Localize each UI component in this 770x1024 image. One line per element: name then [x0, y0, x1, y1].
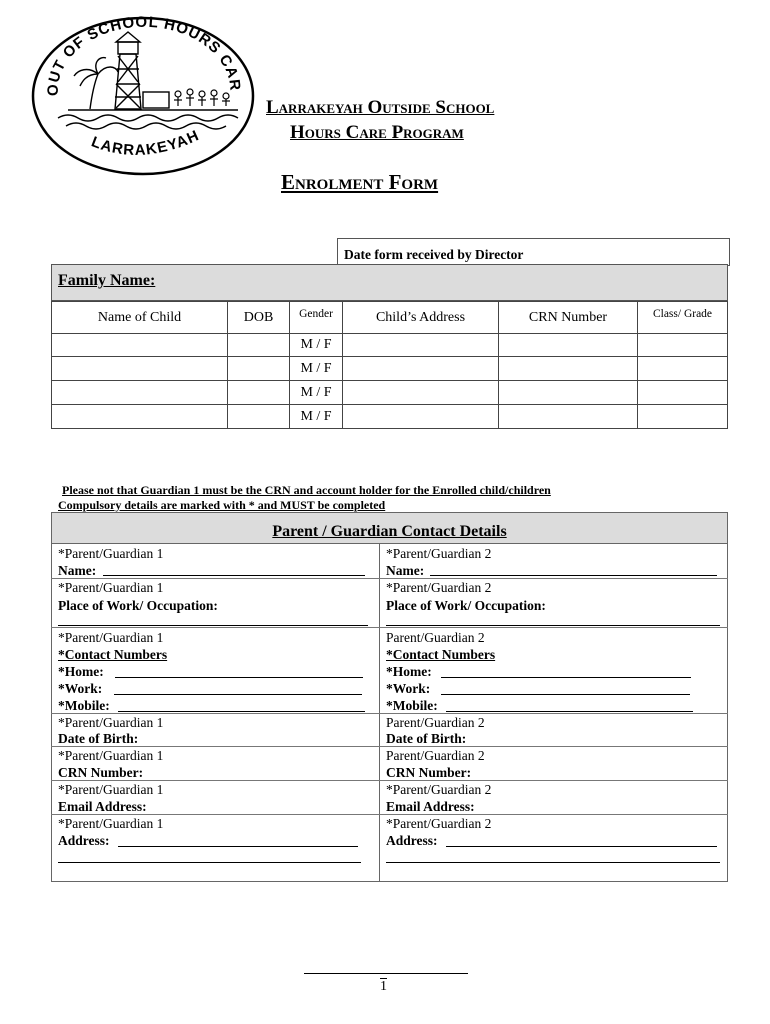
g1-mobile-label: *Mobile: [58, 698, 110, 713]
g2-work-phone-field[interactable] [441, 694, 690, 695]
child-crn-cell[interactable] [498, 404, 638, 429]
child-gender-cell[interactable] [289, 356, 343, 381]
child-gender-text: M / F [300, 408, 332, 424]
g2-contact-caption: Parent/Guardian 2 [386, 630, 485, 645]
page-number: 1 [380, 979, 387, 994]
g1-address-field[interactable] [118, 846, 358, 847]
g2-work-label: Place of Work/ Occupation: [386, 598, 546, 613]
child-dob-cell[interactable] [227, 380, 290, 405]
child-class-cell[interactable] [637, 356, 728, 381]
g1-crn-caption: *Parent/Guardian 1 [58, 748, 164, 763]
col-header-name [51, 301, 228, 334]
g2-name-label: Name: [386, 563, 425, 578]
g1-dob-caption: *Parent/Guardian 1 [58, 715, 164, 730]
g1-work-field[interactable] [58, 625, 368, 626]
logo [28, 14, 258, 179]
col-header-gender-text: Gender [299, 308, 333, 320]
child-name-cell[interactable] [51, 380, 228, 405]
g1-email-caption: *Parent/Guardian 1 [58, 782, 164, 797]
logo-graphic [28, 14, 258, 179]
org-title-line-1: Larrakeyah Outside School [266, 97, 495, 118]
g2-crn-caption: Parent/Guardian 2 [386, 748, 485, 763]
g1-work-label: Place of Work/ Occupation: [58, 598, 218, 613]
child-gender-text: M / F [300, 337, 332, 352]
child-name-cell[interactable] [51, 404, 228, 429]
date-received-label: Date form received by Director [344, 247, 524, 262]
org-title-line-2: Hours Care Program [290, 122, 464, 143]
g1-work-caption: *Parent/Guardian 1 [58, 580, 164, 595]
child-gender-text: M / F [300, 360, 332, 376]
g1-email-label: Email Address: [58, 799, 147, 814]
col-header-name-text: Name of Child [97, 309, 182, 325]
g1-work-phone-label: *Work: [58, 681, 103, 696]
g2-address-field[interactable] [446, 846, 717, 847]
g2-dob-label: Date of Birth: [386, 731, 467, 746]
child-gender-text: M / F [300, 384, 332, 400]
child-address-cell[interactable] [342, 404, 499, 429]
g1-contact-caption: *Parent/Guardian 1 [58, 630, 164, 645]
g1-home-field[interactable] [115, 677, 363, 678]
child-dob-cell[interactable] [227, 404, 290, 429]
g2-dob-caption: Parent/Guardian 2 [386, 715, 485, 730]
logo-bottom-text: LARRAKEYAH [89, 126, 203, 159]
g2-email-label: Email Address: [386, 799, 475, 814]
crn-holder-note: Please not that Guardian 1 must be the CRN and account holder for the Enrolled child/children [62, 483, 551, 497]
child-dob-cell[interactable] [227, 356, 290, 381]
child-name-cell[interactable] [51, 333, 228, 357]
g1-name-field[interactable] [103, 575, 365, 576]
g2-home-label: *Home: [386, 664, 432, 679]
col-header-gender [289, 301, 343, 334]
col-header-address-text: Child’s Address [375, 309, 466, 325]
family-name-label: Family Name: [58, 272, 156, 289]
g2-mobile-field[interactable] [446, 711, 693, 712]
guardian-section-heading: Parent / Guardian Contact Details [272, 523, 507, 540]
g2-address-caption: *Parent/Guardian 2 [386, 816, 492, 831]
g1-work-phone-field[interactable] [114, 694, 362, 695]
g1-address-label: Address: [58, 833, 110, 848]
child-address-cell[interactable] [342, 380, 499, 405]
g1-name-label: Name: [58, 563, 97, 578]
child-crn-cell[interactable] [498, 380, 638, 405]
child-crn-cell[interactable] [498, 356, 638, 381]
form-title: Enrolment Form [281, 170, 439, 194]
g2-name-caption: *Parent/Guardian 2 [386, 546, 492, 561]
child-gender-cell[interactable] [289, 404, 343, 429]
g1-name-caption: *Parent/Guardian 1 [58, 546, 164, 561]
child-crn-cell[interactable] [498, 333, 638, 357]
child-gender-cell[interactable] [289, 333, 343, 357]
g2-address-label: Address: [386, 833, 438, 848]
child-class-cell[interactable] [637, 333, 728, 357]
child-gender-cell[interactable] [289, 380, 343, 405]
footer-rule [304, 973, 468, 974]
g2-contact-label: *Contact Numbers [386, 647, 496, 662]
child-address-cell[interactable] [342, 356, 499, 381]
g2-work-phone-label: *Work: [386, 681, 431, 696]
g2-work-field[interactable] [386, 625, 720, 626]
child-dob-cell[interactable] [227, 333, 290, 357]
g2-address-field-line2[interactable] [386, 862, 720, 863]
g1-dob-label: Date of Birth: [58, 731, 139, 746]
g1-mobile-field[interactable] [118, 711, 365, 712]
g2-crn-label: CRN Number: [386, 765, 472, 780]
g1-address-field-line2[interactable] [58, 862, 361, 863]
logo-arc-text: OUT OF SCHOOL HOURS CAR [44, 14, 244, 97]
col-header-class [637, 301, 728, 334]
col-header-crn-text: CRN Number [528, 309, 608, 325]
g1-crn-label: CRN Number: [58, 765, 144, 780]
g1-address-caption: *Parent/Guardian 1 [58, 816, 164, 831]
col-header-dob [227, 301, 290, 334]
child-address-cell[interactable] [342, 333, 499, 357]
child-class-cell[interactable] [637, 380, 728, 405]
g2-mobile-label: *Mobile: [386, 698, 438, 713]
g2-home-field[interactable] [441, 677, 691, 678]
g1-home-label: *Home: [58, 664, 104, 679]
col-header-address [342, 301, 499, 334]
compulsory-note: Compulsory details are marked with * and MUST be completed [58, 498, 386, 512]
child-name-cell[interactable] [51, 356, 228, 381]
col-header-crn [498, 301, 638, 334]
col-header-class-text: Class/ Grade [652, 308, 713, 320]
col-header-dob-text: DOB [243, 309, 274, 325]
g2-email-caption: *Parent/Guardian 2 [386, 782, 492, 797]
child-class-cell[interactable] [637, 404, 728, 429]
g2-name-field[interactable] [430, 575, 717, 576]
g2-work-caption: *Parent/Guardian 2 [386, 580, 492, 595]
svg-text:LARRAKEYAH [89, 127, 202, 159]
g1-contact-label: *Contact Numbers [58, 647, 168, 662]
row-divider [51, 627, 728, 628]
